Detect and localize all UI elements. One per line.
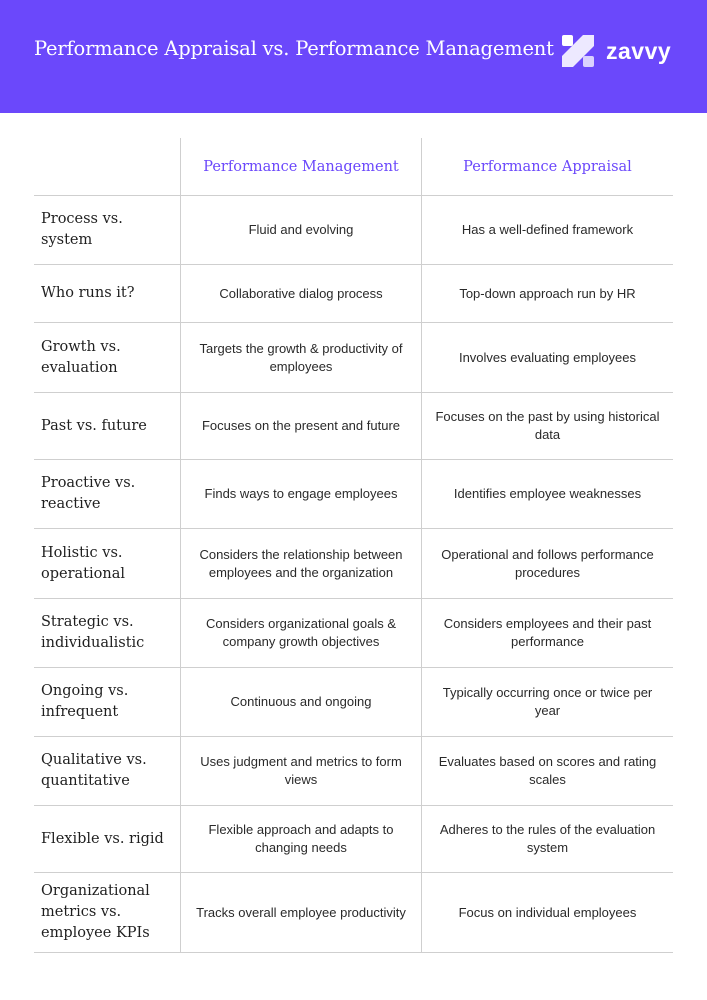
table-row xyxy=(34,323,673,393)
table-row xyxy=(34,599,673,668)
appraisal-cell: Evaluates based on scores and rating scales xyxy=(438,754,657,787)
header-performance-management: Performance Management xyxy=(181,138,422,195)
table-row xyxy=(34,806,673,873)
management-cell: Fluid and evolving xyxy=(181,196,422,264)
logo-wordmark: zavvy xyxy=(606,38,672,64)
appraisal-cell: Has a well-defined framework xyxy=(461,222,634,237)
appraisal-cell: Identifies employee weaknesses xyxy=(453,486,642,501)
appraisal-cell: Adheres to the rules of the evaluation system xyxy=(439,822,656,855)
table-row xyxy=(34,668,673,737)
criterion-cell: Process vs. system xyxy=(34,196,181,264)
management-cell: Collaborative dialog process xyxy=(181,265,422,322)
header-banner xyxy=(0,0,707,113)
appraisal-cell: Typically occurring once or twice per year xyxy=(442,685,653,718)
criterion-cell: Flexible vs. rigid xyxy=(34,806,181,872)
table-header-row xyxy=(34,138,673,196)
table-row xyxy=(34,196,673,265)
comparison-table xyxy=(34,138,673,953)
table-row xyxy=(34,737,673,806)
management-cell: Uses judgment and metrics to form views xyxy=(181,737,422,805)
criterion-cell: Who runs it? xyxy=(34,265,181,322)
management-cell: Tracks overall employee productivity xyxy=(181,873,422,952)
criterion-cell: Past vs. future xyxy=(34,393,181,459)
criterion-cell: Ongoing vs. infrequent xyxy=(34,668,181,736)
criterion-cell: Growth vs. evaluation xyxy=(34,323,181,392)
management-cell: Continuous and ongoing xyxy=(181,668,422,736)
criterion-cell: Strategic vs. individualistic xyxy=(34,599,181,667)
appraisal-cell: Top-down approach run by HR xyxy=(459,285,636,301)
management-cell: Flexible approach and adapts to changing needs xyxy=(181,806,422,872)
appraisal-cell: Involves evaluating employees xyxy=(458,349,637,365)
header-cell-empty xyxy=(34,138,181,195)
management-cell: Finds ways to engage employees xyxy=(181,460,422,528)
header-performance-appraisal: Performance Appraisal xyxy=(463,158,632,175)
table-row xyxy=(34,393,673,460)
table-row xyxy=(34,460,673,529)
criterion-cell: Organizational metrics vs. employee KPIs xyxy=(34,873,181,952)
appraisal-cell: Considers employees and their past performance xyxy=(443,616,652,649)
management-cell: Considers the relationship between employees and the organization xyxy=(181,529,422,598)
table-row xyxy=(34,873,673,953)
management-cell: Targets the growth & productivity of employees xyxy=(181,323,422,392)
appraisal-cell: Focus on individual employees xyxy=(458,904,637,920)
management-cell: Considers organizational goals & company growth objectives xyxy=(181,599,422,667)
table-row xyxy=(34,265,673,323)
zavvy-logo-icon xyxy=(561,34,595,68)
management-cell: Focuses on the present and future xyxy=(181,393,422,459)
criterion-cell: Qualitative vs. quantitative xyxy=(34,737,181,805)
table-row xyxy=(34,529,673,599)
criterion-cell: Proactive vs. reactive xyxy=(34,460,181,528)
appraisal-cell: Focuses on the past by using historical data xyxy=(435,409,660,442)
criterion-cell: Holistic vs. operational xyxy=(34,529,181,598)
page-title: Performance Appraisal vs. Performance Management xyxy=(34,37,554,60)
appraisal-cell: Operational and follows performance procedures xyxy=(441,546,654,580)
